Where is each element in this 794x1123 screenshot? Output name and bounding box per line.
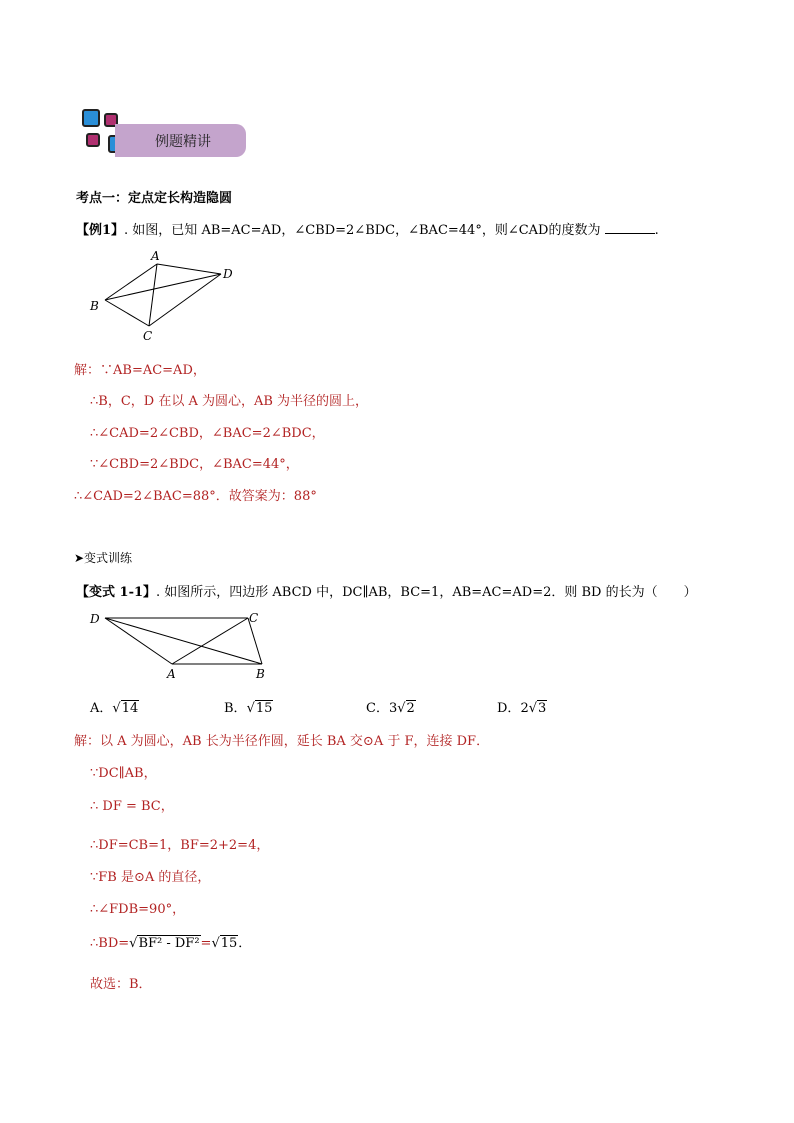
example1-question: 【例1】. 如图，已知 AB=AC=AD，∠CBD=2∠BDC，∠BAC=44°，则∠CAD的度数为 .: [76, 223, 659, 238]
banner-logo-icon: [82, 109, 100, 127]
point-b-label: B: [256, 667, 265, 681]
solution2-line-1: 解：以 A 为圆心，AB 长为半径作圆，延长 BA 交⊙A 于 F，连接 DF．: [74, 734, 490, 749]
point-a-label: A: [151, 249, 160, 263]
solution1-line-5: ∴∠CAD=2∠BAC=88°．故答案为：88°: [74, 489, 317, 504]
section-title: 考点一：定点定长构造隐圆: [76, 191, 233, 206]
solution2-line-6: ∴∠FDB=90°，: [90, 902, 186, 917]
banner-title: 例题精讲: [155, 134, 211, 150]
variant-heading: ➤变式训练: [74, 551, 133, 565]
choice-d[interactable]: D．2√3: [497, 701, 547, 716]
solution2-line-2: ∵DC∥AB，: [90, 766, 157, 781]
solution1-line-1: 解：∵AB=AC=AD，: [74, 363, 206, 378]
solution2-line-8: 故选：B．: [90, 977, 152, 992]
variant-label: 【变式 1-1】: [76, 585, 157, 600]
point-a-label: A: [167, 667, 176, 681]
point-b-label: B: [90, 299, 99, 313]
solution2-line-5: ∵FB 是⊙A 的直径，: [90, 870, 211, 885]
example1-figure: [85, 248, 245, 348]
variant-question: 【变式 1-1】. 如图所示，四边形 ABCD 中，DC∥AB，BC=1，AB=AC=AD=2．则 BD 的长为（ ）: [76, 585, 697, 600]
point-c-label: C: [143, 329, 153, 343]
point-d-label: D: [90, 612, 100, 626]
solution1-line-3: ∴∠CAD=2∠CBD，∠BAC=2∠BDC，: [90, 426, 325, 441]
choice-b[interactable]: B．√15: [224, 701, 273, 716]
solution1-line-2: ∴B，C，D 在以 A 为圆心，AB 为半径的圆上，: [90, 394, 369, 409]
answer-blank: [605, 221, 655, 234]
solution2-line-3: ∴ DF = BC，: [90, 799, 174, 814]
choice-a[interactable]: A．√14: [90, 701, 139, 716]
variant-figure: [85, 608, 275, 683]
point-d-label: D: [223, 267, 233, 281]
point-c-label: C: [249, 611, 259, 625]
example1-label: 【例1】: [76, 223, 125, 238]
solution2-line-4: ∴DF=CB=1，BF=2+2=4，: [90, 838, 270, 853]
solution1-line-4: ∵∠CBD=2∠BDC，∠BAC=44°，: [90, 457, 299, 472]
solution2-line-7: ∴BD=√BF² - DF²=√15．: [90, 936, 252, 951]
choice-c[interactable]: C．3√2: [366, 701, 415, 716]
